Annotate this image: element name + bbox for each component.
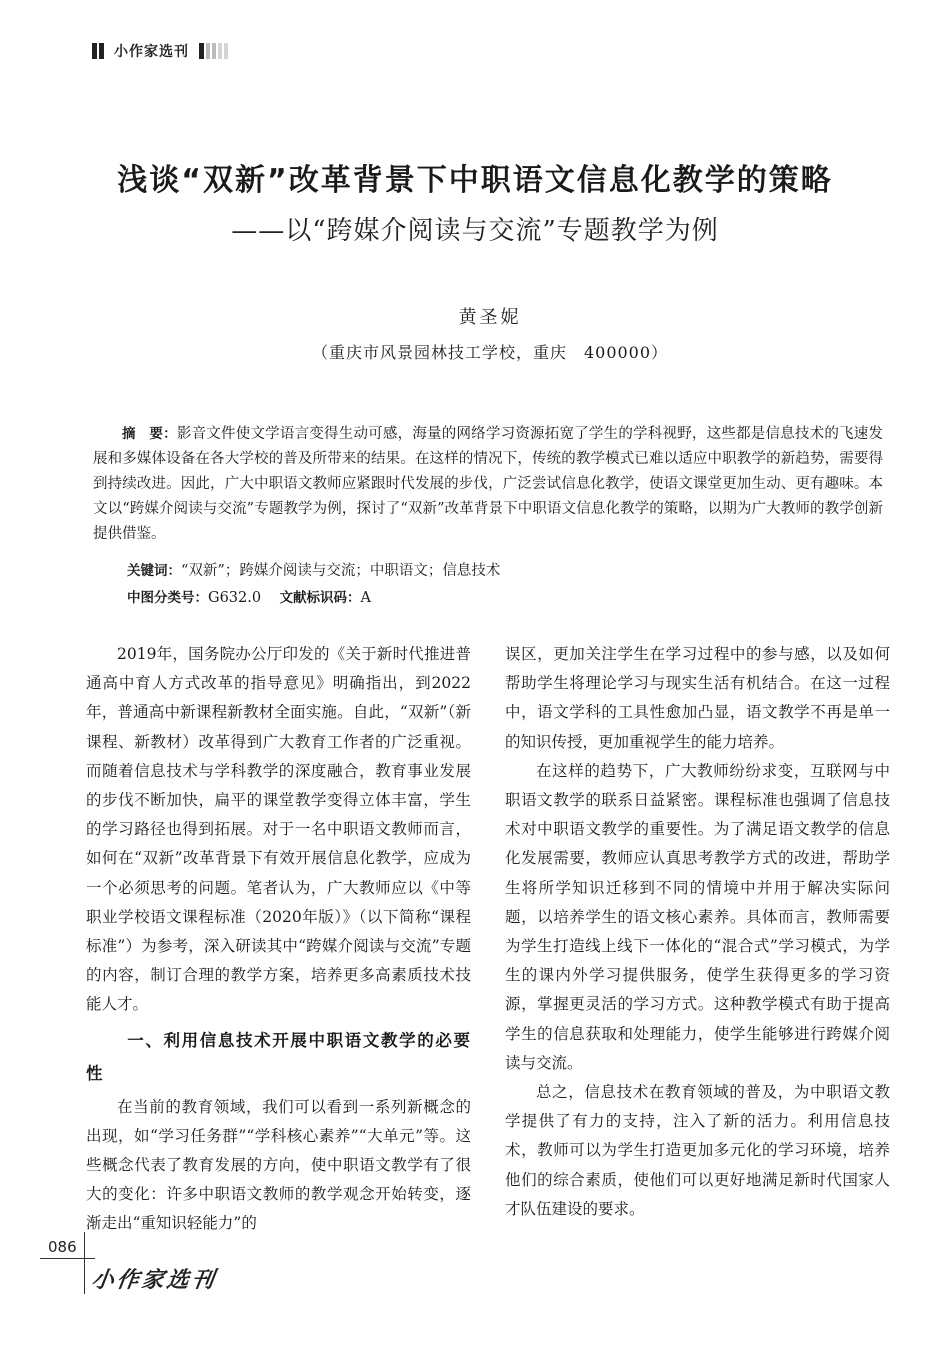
author-affiliation: （重庆市风景园林技工学校，重庆 400000）	[311, 343, 669, 362]
footer-vertical-rule	[84, 1232, 85, 1294]
paragraph: 误区，更加关注学生在学习过程中的参与感，以及如何帮助学生将理论学习与现实生活有机结合。在这一过程中，语文学科的工具性愈加凸显，语文教学不再是单一的知识传授，更加重视学生的能力培养。	[505, 645, 890, 751]
section-heading: 一、利用信息技术开展中职语文教学的必要性	[86, 1030, 471, 1083]
header-bars-right	[199, 43, 230, 59]
abstract	[93, 422, 883, 547]
footer-rule	[40, 1258, 95, 1259]
paragraph: 在这样的趋势下，广大教师纷纷求变，互联网与中职语文教学的联系日益紧密。课程标准也强调了信息技术对中职语文教学的重要性。为了满足语文教学的信息化发展需要，教师应认真思考教学方式的改进，帮助学生将所学知识迁移到不同的情境中并用于解决实际问题，以培养学生的语文核心素养。具体而言，教师需要为学生打造线上线下一体化的“混合式”学习模式，为学生的课内外学习提供服务，使学生获得更多的学习资源，掌握更灵活的学习方式。这种教学模式有助于提高学生的信息获取和处理能力，使学生能够进行跨媒介阅读与交流。	[505, 761, 890, 1072]
body-column-right	[505, 640, 890, 1224]
doc-code-label: 文献标识码：	[279, 590, 361, 606]
doc-code: A	[360, 590, 372, 606]
body-column-left	[86, 640, 471, 1239]
classification-code: G632.0	[208, 590, 262, 606]
article-subtitle: ——以“跨媒介阅读与交流”专题教学为例	[231, 216, 719, 246]
classification-line	[127, 586, 883, 611]
abstract-text: 影音文件使文学语言变得生动可感，海量的网络学习资源拓宽了学生的学科视野，这些都是信息技术的飞速发展和多媒体设备在各大学校的普及所带来的结果。在这样的情况下，传统的教学模式已难以适应中职教学的新趋势，需要得到持续改进。因此，广大中职语文教师应紧跟时代发展的步伐，广泛尝试信息化教学，使语文课堂更加生动、更有趣味。本文以“跨媒介阅读与交流”专题教学为例，探讨了“双新”改革背景下中职语文信息化教学的策略，以期为广大教师的教学创新提供借鉴。	[93, 426, 884, 542]
author-name: 黄圣妮	[458, 307, 522, 328]
header-bars-left	[92, 43, 106, 59]
keywords-text: “双新”；跨媒介阅读与交流；中职语文；信息技术	[181, 563, 501, 579]
article-title: 浅谈“双新”改革背景下中职语文信息化教学的策略	[117, 163, 833, 198]
keywords	[127, 559, 883, 584]
classification-label: 中图分类号：	[127, 590, 208, 606]
page-number: 086	[48, 1238, 77, 1256]
paragraph: 总之，信息技术在教育领域的普及，为中职语文教学提供了有力的支持，注入了新的活力。利用信息技术，教师可以为学生打造更加多元化的学习环境，培养他们的综合素质，使他们可以更好地满足新时代国家人才队伍建设的要求。	[505, 1083, 890, 1218]
journal-name: 小作家选刊	[114, 44, 189, 60]
keywords-label: 关键词：	[127, 563, 181, 579]
abstract-label: 摘 要：	[122, 426, 177, 442]
paragraph: 2019年，国务院办公厅印发的《关于新时代推进普通高中育人方式改革的指导意见》明确指出，到2022年，普通高中新课程新教材全面实施。自此，“双新”（新课程、新教材）改革得到广大教育工作者的广泛重视。而随着信息技术与学科教学的深度融合，教育事业发展的步伐不断加快，扁平的课堂教学变得立体丰富，学生的学习路径也得到拓展。对于一名中职语文教师而言，如何在“双新”改革背景下有效开展信息化教学，应成为一个必须思考的问题。笔者认为，广大教师应以《中等职业学校语文课程标准（2020年版）》（以下简称“课程标准”）为参考，深入研读其中“跨媒介阅读与交流”专题的内容，制订合理的教学方案，培养更多高素质技术技能人才。	[86, 645, 471, 1014]
footer-journal-logo: 小作家选刊	[89, 1267, 219, 1293]
journal-header	[92, 40, 230, 62]
paragraph: 在当前的教育领域，我们可以看到一系列新概念的出现，如“学习任务群”“学科核心素养”“大单元”等。这些概念代表了教育发展的方向，使中职语文教学有了很大的变化：许多中职语文教师的教学观念开始转变，逐渐走出“重知识轻能力”的	[86, 1097, 471, 1233]
